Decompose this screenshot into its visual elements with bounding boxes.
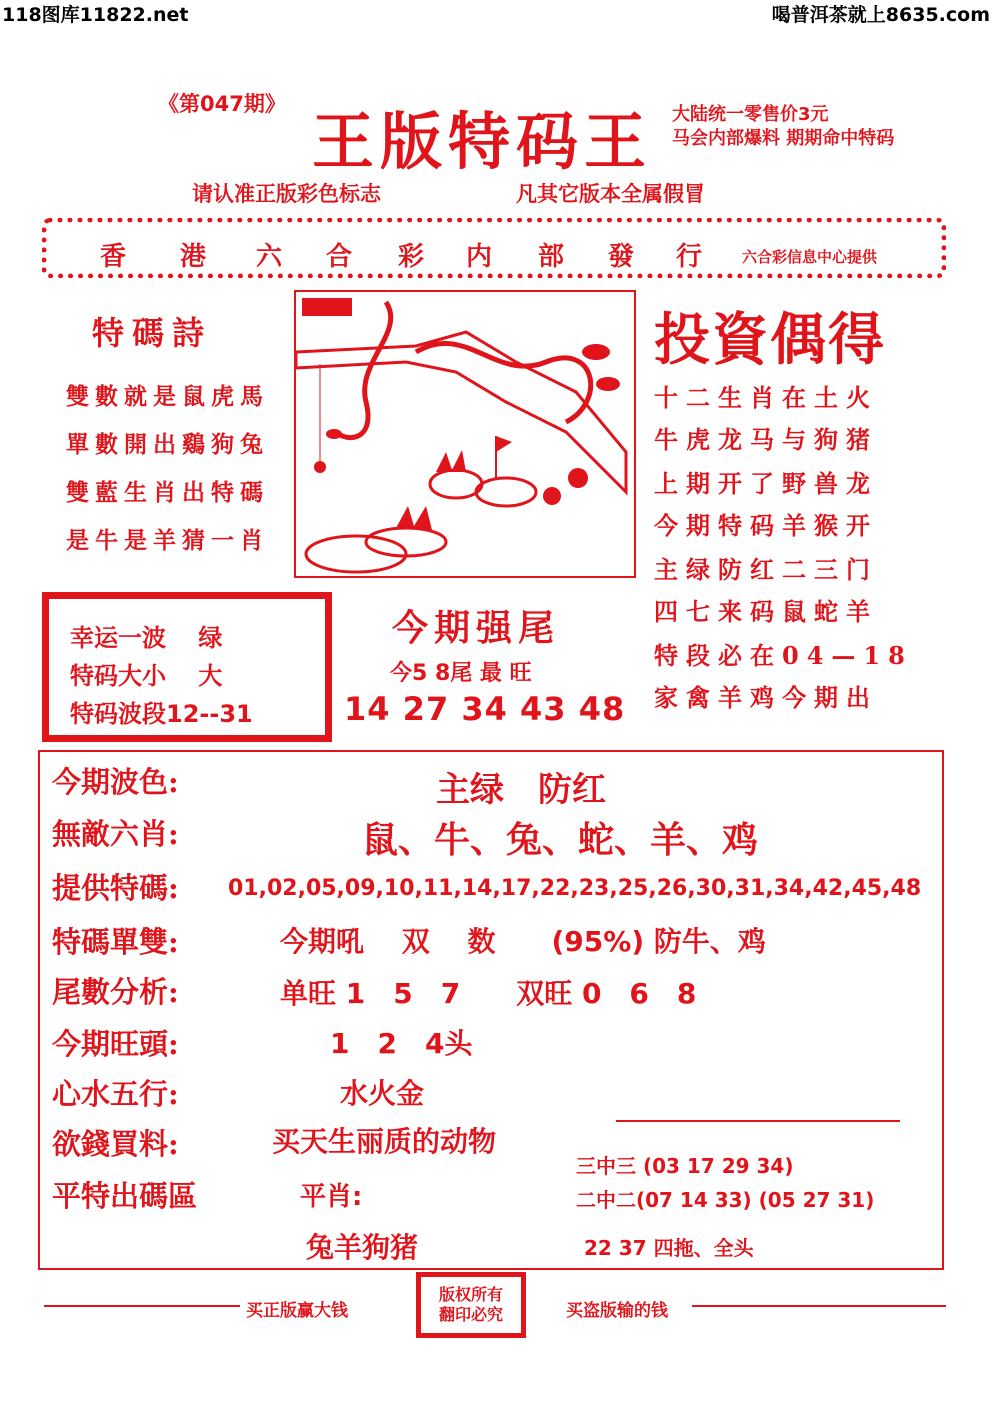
notice-left: 请认准正版彩色标志 [192, 182, 381, 206]
issue-number: 《第047期》 [158, 92, 286, 116]
poem-line: 雙數就是鼠虎馬 [66, 383, 269, 410]
tagline-text: 马会内部爆料 期期命中特码 [672, 128, 895, 149]
snake-illustration [294, 290, 636, 578]
invest-line: 今期特码羊猴开 [654, 511, 878, 540]
flat-value: 平肖: [300, 1182, 363, 1212]
banner-char: 行 [676, 242, 703, 272]
divider-line [616, 1120, 900, 1122]
banner-char: 彩 [398, 242, 425, 272]
stamp-line: 翻印必究 [438, 1305, 503, 1324]
luck-line: 特码大小 大 [70, 662, 223, 690]
copyright-stamp [416, 1272, 526, 1338]
site-label-right: 喝普洱茶就上8635.com [771, 4, 990, 26]
poem-title: 特碼詩 [92, 314, 213, 352]
luck-line: 特码波段12--31 [70, 700, 253, 728]
head-label: 今期旺頭: [52, 1027, 179, 1061]
footer-line-right [692, 1305, 946, 1307]
head-value: 1 2 4头 [330, 1027, 473, 1060]
invest-line: 十二生肖在土火 [654, 383, 878, 412]
stamp-line: 版权所有 [438, 1285, 503, 1304]
footer-left: 买正版赢大钱 [246, 1301, 348, 1321]
invest-line: 特段必在04—18 [654, 641, 913, 670]
footer-line-left [44, 1305, 240, 1307]
invest-line: 上期开了野兽龙 [654, 469, 878, 498]
banner-char: 香 [100, 242, 127, 272]
flat-label: 平特出碼區 [52, 1179, 198, 1213]
combo-extra: 22 37 四拖、全头 [584, 1236, 754, 1260]
special-label: 提供特碼: [52, 871, 179, 905]
price-text: 大陆统一零售价3元 [672, 104, 829, 125]
snake-branch-icon [296, 292, 634, 576]
banner-char: 發 [608, 242, 635, 272]
combo-two: 二中二(07 14 33) (05 27 31) [576, 1188, 875, 1212]
oddeven-label: 特碼單雙: [52, 925, 179, 959]
special-value: 01,02,05,09,10,11,14,17,22,23,25,26,30,31,34,42,45,48 [228, 876, 922, 901]
notice-right: 凡其它版本全属假冒 [516, 182, 705, 206]
page-title: 王版特码王 [312, 105, 653, 178]
banner-char: 六 [256, 242, 283, 272]
flat-animals: 兔羊狗猪 [306, 1231, 419, 1264]
banner-char: 合 [326, 242, 353, 272]
buy-label: 欲錢買料: [52, 1127, 179, 1161]
site-label-left: 118图库11822.net [2, 4, 189, 26]
poem-line: 雙藍生肖出特碼 [66, 479, 269, 506]
banner-char: 港 [180, 242, 207, 272]
tail-value: 单旺 1 5 7 双旺 0 6 8 [280, 977, 697, 1010]
oddeven-value: 今期吼 双 数 (95%) 防牛、鸡 [280, 925, 766, 958]
invest-line: 主绿防红二三门 [654, 555, 878, 584]
element-value: 水火金 [340, 1077, 425, 1110]
banner-char: 部 [538, 242, 565, 272]
invest-line: 四七来码鼠蛇羊 [654, 597, 878, 626]
wave-label: 今期波色: [52, 765, 179, 799]
poem-line: 是牛是羊猜一肖 [66, 527, 269, 554]
invest-line: 家禽羊鸡今期出 [654, 683, 878, 712]
invest-line: 牛虎龙马与狗猪 [654, 425, 878, 454]
strong-tail-sub: 今5 8尾 最 旺 [390, 661, 532, 686]
invest-title: 投資偶得 [654, 307, 886, 373]
six-value: 鼠、牛、兔、蛇、羊、鸡 [362, 820, 759, 861]
strong-tail-numbers: 14 27 34 43 48 [344, 690, 626, 728]
buy-value: 买天生丽质的动物 [272, 1125, 497, 1158]
element-label: 心水五行: [52, 1077, 179, 1111]
banner-char: 内 [466, 242, 493, 272]
strong-tail-title: 今期强尾 [392, 607, 561, 649]
poem-line: 單數開出鷄狗兔 [66, 431, 269, 458]
tail-label: 尾數分析: [52, 975, 179, 1009]
banner-note: 六合彩信息中心提供 [742, 248, 878, 266]
six-label: 無敵六肖: [52, 817, 179, 851]
luck-line: 幸运一波 绿 [70, 624, 223, 652]
combo-three: 三中三 (03 17 29 34) [576, 1154, 794, 1178]
wave-value: 主绿 防红 [436, 770, 606, 810]
footer-right: 买盗版输的钱 [566, 1301, 668, 1321]
